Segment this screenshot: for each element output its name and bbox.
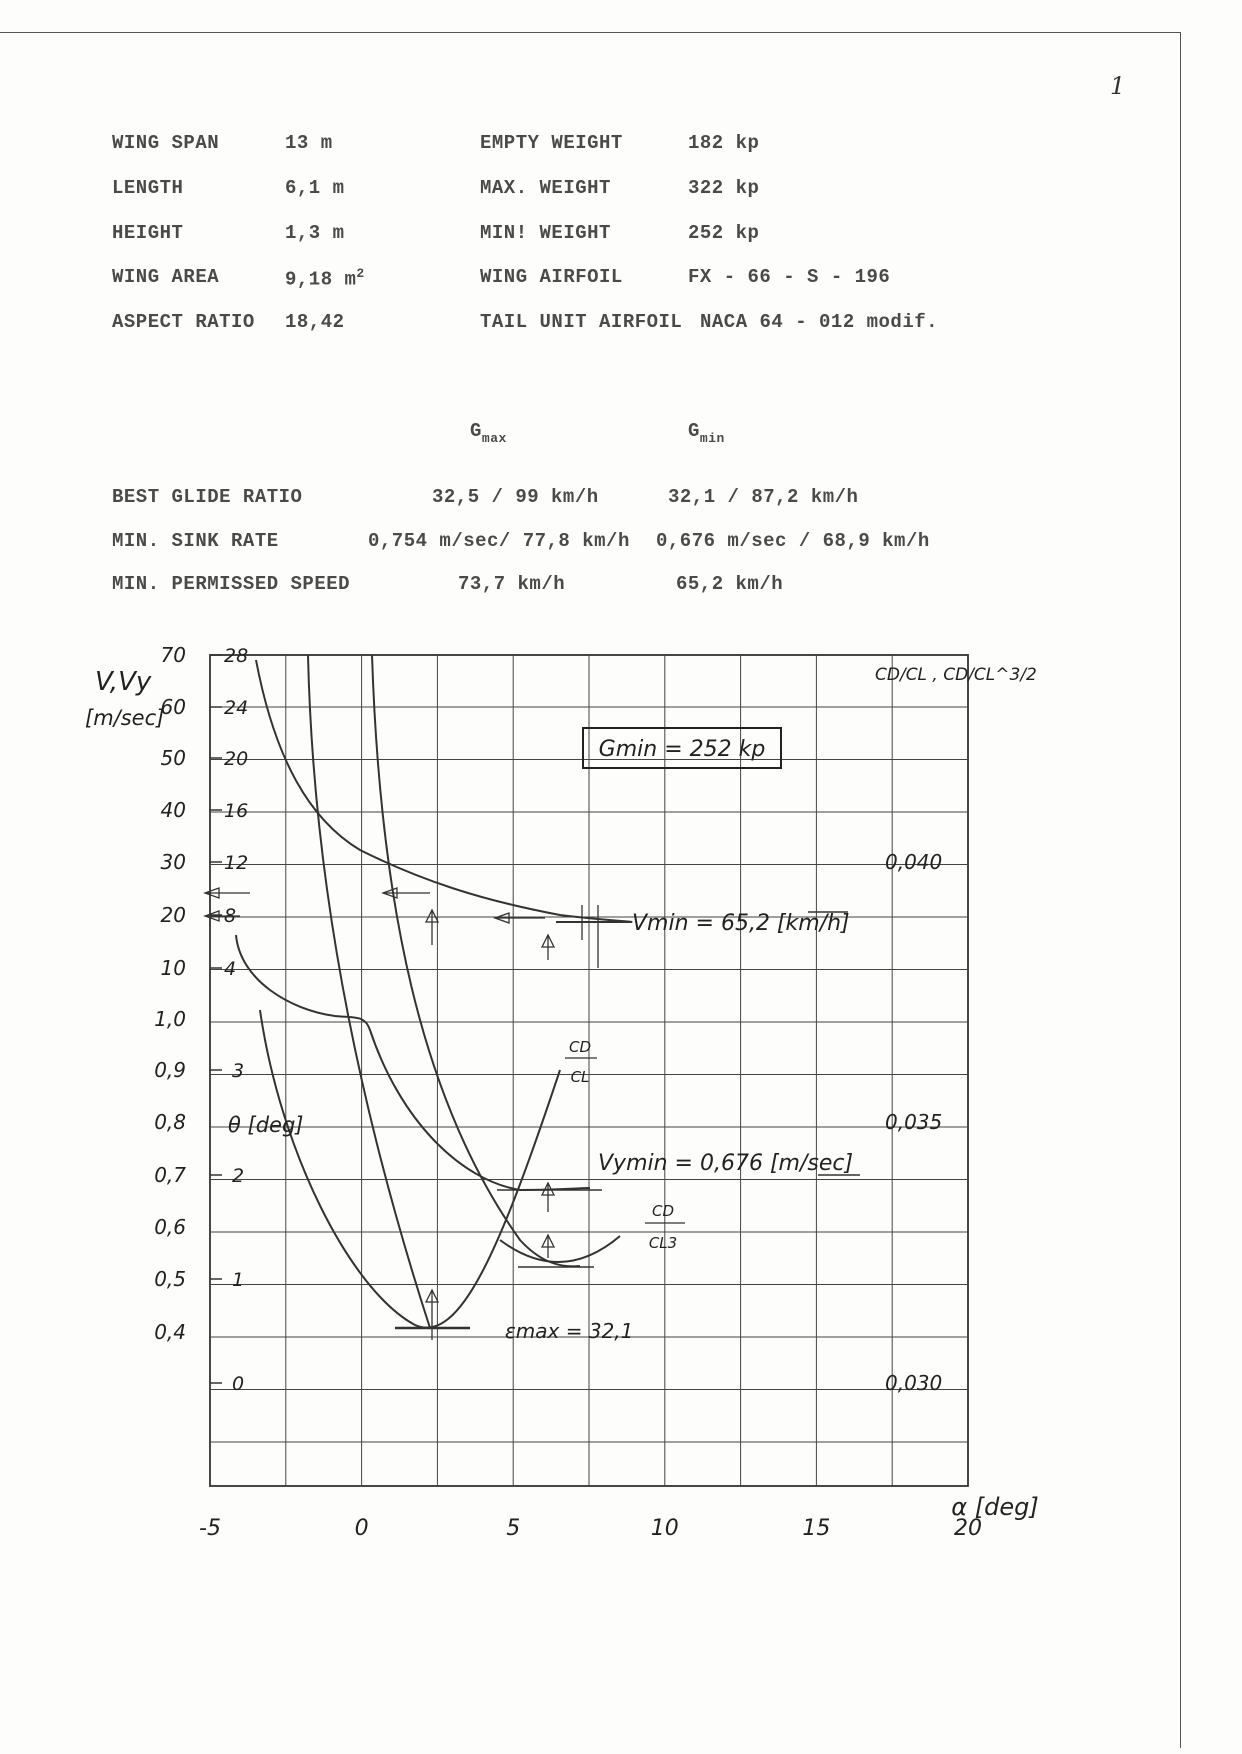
y-outer-tick-label: 10 — [160, 956, 186, 980]
y-inner-tick-label: 1 — [232, 1269, 245, 1291]
y-inner-tick-label: 0 — [232, 1373, 245, 1395]
perf-gmin: 65,2 km/h — [676, 573, 784, 595]
y-outer-tick-label: 0,4 — [154, 1320, 186, 1344]
y-inner-tick-label: 3 — [232, 1060, 245, 1082]
y-inner-tick-label: 8 — [224, 905, 237, 927]
spec-label: WING AIRFOIL — [480, 266, 623, 288]
y-outer-tick-label: 0,6 — [154, 1215, 186, 1239]
spec-label: TAIL UNIT AIRFOIL — [480, 311, 683, 333]
chart-curves — [236, 655, 632, 1328]
series-cdcl32-right — [500, 1236, 620, 1262]
perf-gmax: 73,7 km/h — [458, 573, 566, 595]
perf-gmin: 32,1 / 87,2 km/h — [668, 486, 859, 508]
spec-label: WING AREA — [112, 266, 220, 288]
perf-label: BEST GLIDE RATIO — [112, 486, 303, 508]
y-left-axis-unit: [m/sec] — [85, 706, 165, 730]
perf-gmin: 0,676 m/sec / 68,9 km/h — [656, 530, 930, 552]
perf-label: MIN. PERMISSED SPEED — [112, 573, 351, 595]
y-outer-tick-label: 1,0 — [154, 1007, 186, 1031]
y-outer-tick-label: 20 — [160, 903, 186, 927]
chart-axes — [210, 655, 222, 1383]
y-inner-tick-label: 20 — [224, 748, 249, 770]
x-axis-label: α [deg] — [951, 1493, 1039, 1521]
spec-label: HEIGHT — [112, 222, 184, 244]
y-outer-tick-label: 0,9 — [154, 1058, 186, 1082]
spec-label: EMPTY WEIGHT — [480, 132, 623, 154]
y-right-tick-label: 0,035 — [885, 1110, 943, 1134]
spec-label: WING SPAN — [112, 132, 220, 154]
spec-value: NACA 64 - 012 modif. — [700, 311, 939, 333]
y-outer-tick-label: 60 — [160, 695, 186, 719]
perf-label: MIN. SINK RATE — [112, 530, 279, 552]
y-inner-tick-label: 24 — [224, 697, 249, 719]
col-header-gmax: $G_{max}$ — [470, 420, 507, 446]
perf-gmax: 32,5 / 99 km/h — [432, 486, 599, 508]
spec-label: LENGTH — [112, 177, 184, 199]
x-tick-label: 15 — [802, 1516, 831, 1541]
y-right-axis-label: CD/CL , CD/CL^3/2 — [875, 665, 1037, 685]
spec-value: 322 kp — [688, 177, 760, 199]
series-v-line — [256, 660, 632, 922]
x-tick-label: -5 — [199, 1516, 221, 1541]
annotation-emax: εmax = 32,1 — [505, 1319, 634, 1343]
y-right-tick-label: 0,040 — [885, 850, 943, 874]
y-outer-tick-label: 70 — [160, 643, 186, 667]
spec-value: 9,18 $m^2$ — [285, 266, 365, 291]
spec-value: 252 kp — [688, 222, 760, 244]
x-tick-label: 20 — [954, 1516, 982, 1541]
y-right-tick-label: 0,030 — [885, 1371, 943, 1395]
spec-label: MAX. WEIGHT — [480, 177, 611, 199]
y-inner-tick-label: 4 — [224, 958, 237, 980]
chart-title: Gmin = 252 kp — [598, 737, 766, 762]
page-number: 1 — [1110, 72, 1126, 100]
y-inner-tick-label: 28 — [224, 645, 249, 667]
y-outer-tick-label: 30 — [160, 850, 186, 874]
annotation-cdcl32-den: CL3 — [648, 1234, 678, 1252]
y-inner-tick-label: 2 — [232, 1165, 245, 1187]
y-left-axis-label: V,Vy — [95, 667, 152, 697]
y-inner-tick-label: 12 — [224, 852, 249, 874]
y-outer-tick-label: 0,8 — [154, 1110, 186, 1134]
spec-value: 1,3 m — [285, 222, 345, 244]
y-outer-tick-label: 0,5 — [154, 1267, 186, 1291]
y-outer-tick-label: 40 — [160, 798, 186, 822]
spec-value: 13 m — [285, 132, 333, 154]
y-inner-tick-label: 16 — [224, 800, 249, 822]
annotation-cdcl-den: CL — [570, 1068, 590, 1086]
series-cdcl-line — [260, 1010, 560, 1328]
x-tick-label: 0 — [354, 1516, 369, 1541]
x-tick-label: 10 — [650, 1516, 679, 1541]
x-tick-label: 5 — [506, 1516, 521, 1541]
y-outer-tick-label: 50 — [160, 746, 186, 770]
spec-label: MIN! WEIGHT — [480, 222, 611, 244]
spec-label: ASPECT RATIO — [112, 311, 255, 333]
chart-labels — [85, 643, 1039, 1541]
y-outer-tick-label: 0,7 — [154, 1163, 186, 1187]
perf-gmax: 0,754 m/sec/ 77,8 km/h — [368, 530, 630, 552]
spec-value: FX - 66 - S - 196 — [688, 266, 891, 288]
spec-value: 18,42 — [285, 311, 345, 333]
annotation-vymin: Vymin = 0,676 [m/sec] — [598, 1151, 854, 1176]
annotation-cdcl-num: CD — [568, 1038, 592, 1056]
annotation-vmin: Vmin = 65,2 [km/h] — [632, 911, 850, 936]
spec-value: 6,1 m — [285, 177, 345, 199]
series-vy-line — [236, 935, 590, 1190]
col-header-gmin: $G_{min}$ — [688, 420, 725, 446]
theta-axis-label: θ [deg] — [228, 1113, 304, 1137]
annotation-cdcl32-num: CD — [651, 1202, 675, 1220]
spec-value: 182 kp — [688, 132, 760, 154]
